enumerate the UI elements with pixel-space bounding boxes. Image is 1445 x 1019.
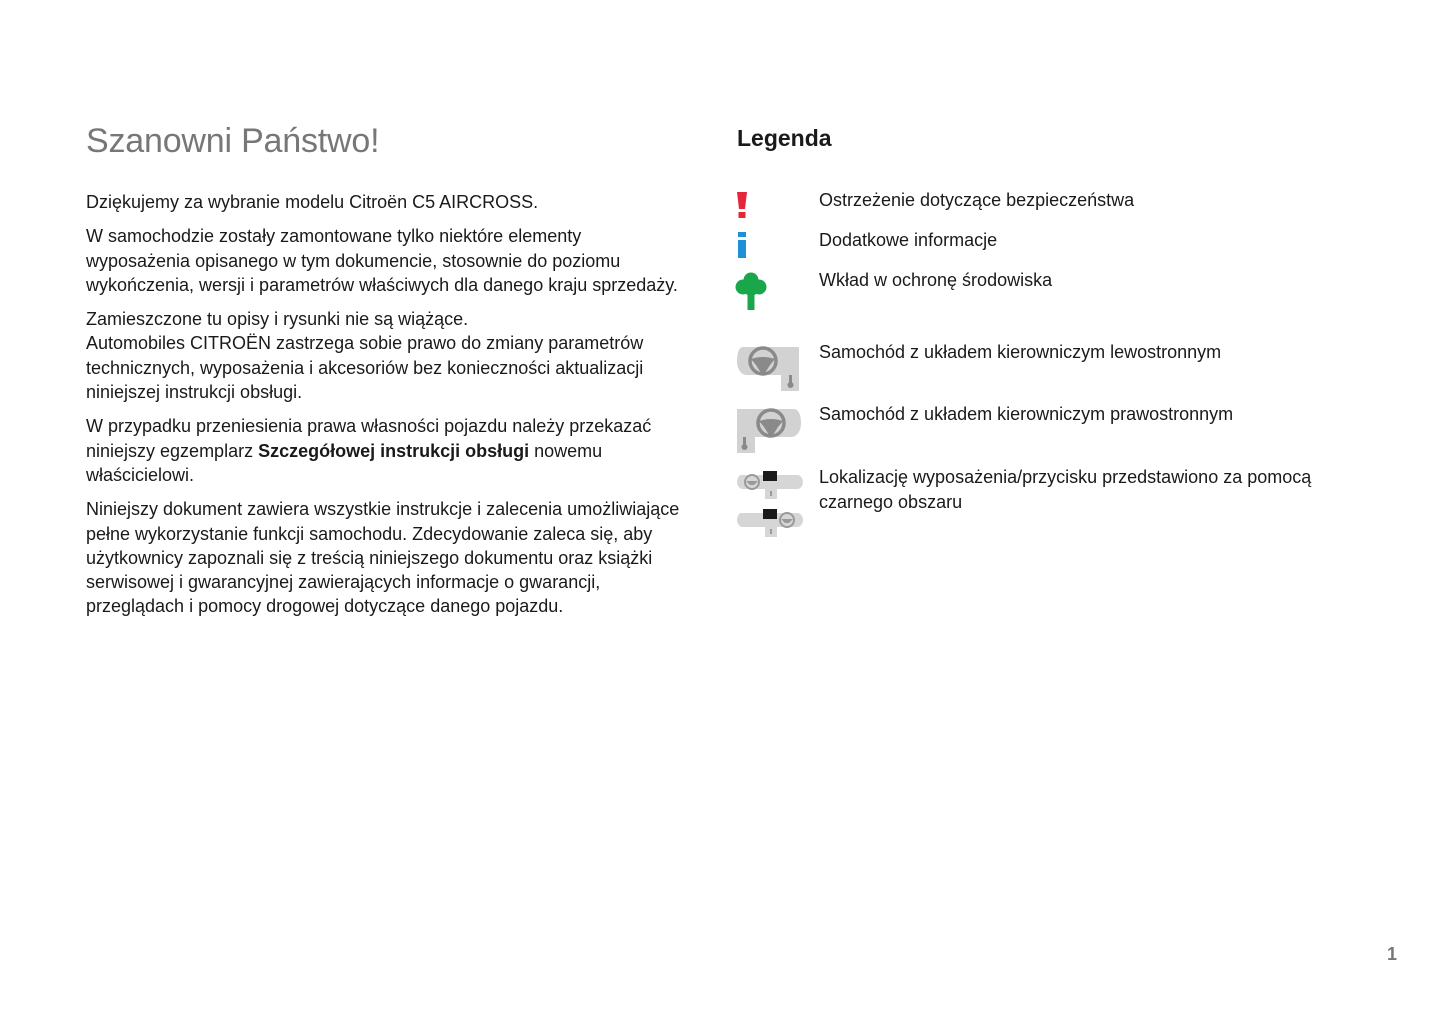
page-title: Szanowni Państwo! (86, 122, 380, 160)
ownership-text: W przypadku przeniesienia prawa własności pojazdu należy przekazać niniejszy egzemplarz (86, 416, 652, 461)
info-icon (737, 232, 747, 258)
legend-label: Samochód z układem kierowniczym lewostronnym (819, 342, 1222, 362)
legend-label: Samochód z układem kierowniczym prawostronnym (819, 404, 1234, 424)
left-hand-drive-icon (737, 345, 801, 393)
legend-label: Dodatkowe informacje (819, 230, 998, 250)
legend-title: Legenda (737, 125, 832, 151)
legend-item-info (737, 228, 1349, 260)
legend-item-left-hand-drive (737, 340, 1349, 395)
legend-label: Lokalizację wyposażenia/przycisku przedstawiono za pomocą czarnego obszaru (819, 467, 1312, 512)
ownership-text-end: nowemu właścicielowi. (86, 440, 603, 485)
right-hand-drive-icon (737, 407, 801, 455)
legend-item-environment (737, 268, 1349, 310)
legend-item-location (737, 465, 1349, 537)
exclamation-icon (737, 192, 747, 218)
intro-paragraph-3 (86, 307, 686, 404)
intro-paragraph-4 (86, 414, 686, 487)
legend-label: Wkład w ochronę środowiska (819, 270, 1053, 290)
legend-item-right-hand-drive (737, 402, 1349, 457)
legend-item-warning (737, 188, 1349, 220)
page-number: 1 (1387, 944, 1398, 964)
intro-paragraph-1: Dziękujemy za wybranie modelu Citroën C5 AIRCROSS. (86, 192, 539, 212)
intro-text (86, 190, 686, 629)
tree-icon (735, 272, 767, 310)
disclaimer-line: Zamieszczone tu opisy i rysunki nie są wiążące. (86, 309, 469, 330)
manual-name-bold: Szczegółowej instrukcji obsługi (258, 440, 530, 461)
intro-paragraph-5: Niniejszy dokument zawiera wszystkie instrukcje i zalecenia umożliwiające pełne wykorzystanie funkcji samochodu. Zdecydowanie zaleca się, aby użytkownicy zapoznali się z treścią niniejszego dokumentu oraz książki serwisowej i gwarancyjnej zawierających informacje o gwarancji, przeglądach i pomocy drogowej dotyczące danego pojazdu. (86, 499, 680, 617)
rights-line: Automobiles CITROËN zastrzega sobie prawo do zmiany parametrów technicznych, wyposażenia i akcesoriów bez konieczności aktualizacji niniejszej instrukcji obsługi. (86, 333, 644, 403)
dashboard-location-icon (737, 469, 803, 537)
intro-paragraph-2: W samochodzie zostały zamontowane tylko niektóre elementy wyposażenia opisanego w tym dokumencie, stosownie do poziomu wykończenia, wersji i parametrów właściwych dla danego kraju sprzedaży. (86, 226, 678, 295)
legend-label: Ostrzeżenie dotyczące bezpieczeństwa (819, 190, 1135, 210)
